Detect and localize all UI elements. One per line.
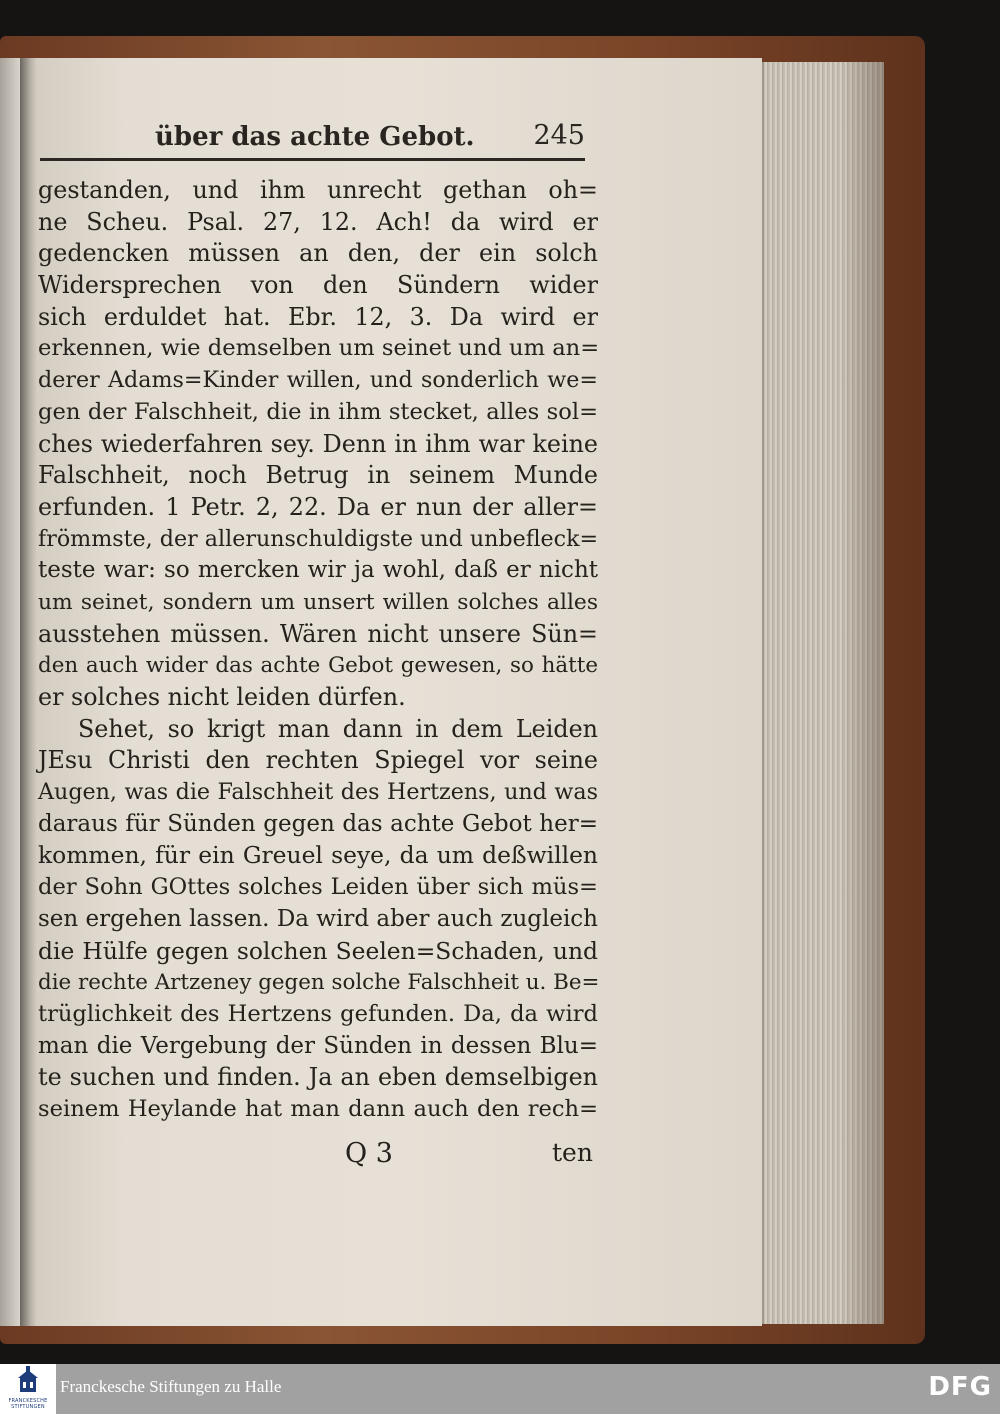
text-line: gen der Falschheit, die in ihm stecket, alles sol= <box>38 398 598 425</box>
text-line: erkennen, wie demselben um seinet und um an= <box>38 335 600 362</box>
text-line: derer Adams=Kinder willen, und sonderlich we= <box>38 367 598 394</box>
text-line: ches wiederfahren sey. Denn in ihm war keine <box>38 429 598 458</box>
text-line: daraus für Sünden gegen das achte Gebot her= <box>38 810 598 837</box>
text-line: teste war: so mercken wir ja wohl, daß er nicht <box>38 557 598 584</box>
text-line: JEsu Christi den rechten Spiegel vor seine <box>38 746 598 775</box>
text-line: erfunden. 1 Petr. 2, 22. Da er nun der aller= <box>38 492 598 521</box>
text-line: te suchen und finden. Ja an eben demselbigen <box>38 1063 598 1092</box>
text-line: der Sohn GOttes solches Leiden über sich müs= <box>38 874 598 901</box>
text-line: Widersprechen von den Sündern wider <box>38 271 598 300</box>
text-line: gestanden, und ihm unrecht gethan oh= <box>38 176 598 204</box>
page-edges-shadow <box>840 62 884 1324</box>
logo-text: FRANCKESCHE STIFTUNGEN <box>8 1398 48 1410</box>
text-line: die rechte Artzeney gegen solche Falschheit u. Be= <box>38 970 600 996</box>
left-page-edge <box>0 58 20 1326</box>
book-gutter <box>20 58 38 1326</box>
text-line: er solches nicht leiden dürfen. <box>38 683 406 711</box>
text-line: um seinet, sondern um unsert willen solches alles <box>38 589 598 615</box>
text-line: sen ergehen lassen. Da wird aber auch zugleich <box>38 905 598 932</box>
text-line: kommen, für ein Greuel seye, da um deßwillen <box>38 841 598 870</box>
text-line: Falschheit, noch Betrug in seinem Munde <box>38 461 598 490</box>
catchword: ten <box>552 1138 593 1167</box>
viewer-footer <box>0 1364 1000 1414</box>
text-line: man die Vergebung der Sünden in dessen Blu= <box>38 1032 598 1059</box>
text-line: seinem Heylande hat man dann auch den rech= <box>38 1095 598 1122</box>
text-line: trüglichkeit des Hertzens gefunden. Da, da wird <box>38 1000 598 1027</box>
page-number: 245 <box>533 120 585 151</box>
running-title: über das achte Gebot. <box>155 122 475 152</box>
franckesche-logo[interactable] <box>0 1364 56 1414</box>
body-text <box>38 175 598 1126</box>
text-line: sich erduldet hat. Ebr. 12, 3. Da wird er <box>38 302 598 331</box>
text-line: ausstehen müssen. Wären nicht unsere Sün= <box>38 619 598 648</box>
text-line: frömmste, der allerunschuldigste und unbefleck= <box>38 525 599 552</box>
dfg-logo[interactable]: DFG <box>928 1372 992 1402</box>
text-line: Augen, was die Falschheit des Hertzens, und was <box>38 779 598 806</box>
signature-mark: Q 3 <box>345 1138 393 1169</box>
running-head <box>155 118 595 158</box>
text-line: Sehet, so krigt man dann in dem Leiden <box>78 714 598 743</box>
building-icon <box>0 1364 56 1398</box>
text-line: ne Scheu. Psal. 27, 12. Ach! da wird er <box>38 207 598 236</box>
text-line: den auch wider das achte Gebot gewesen, so hätte <box>38 653 598 679</box>
institution-name[interactable]: Franckesche Stiftungen zu Halle <box>60 1377 282 1396</box>
text-line: die Hülfe gegen solchen Seelen=Schaden, und <box>38 936 598 965</box>
text-line: gedencken müssen an den, der ein solch <box>38 239 598 268</box>
head-rule <box>40 158 585 161</box>
